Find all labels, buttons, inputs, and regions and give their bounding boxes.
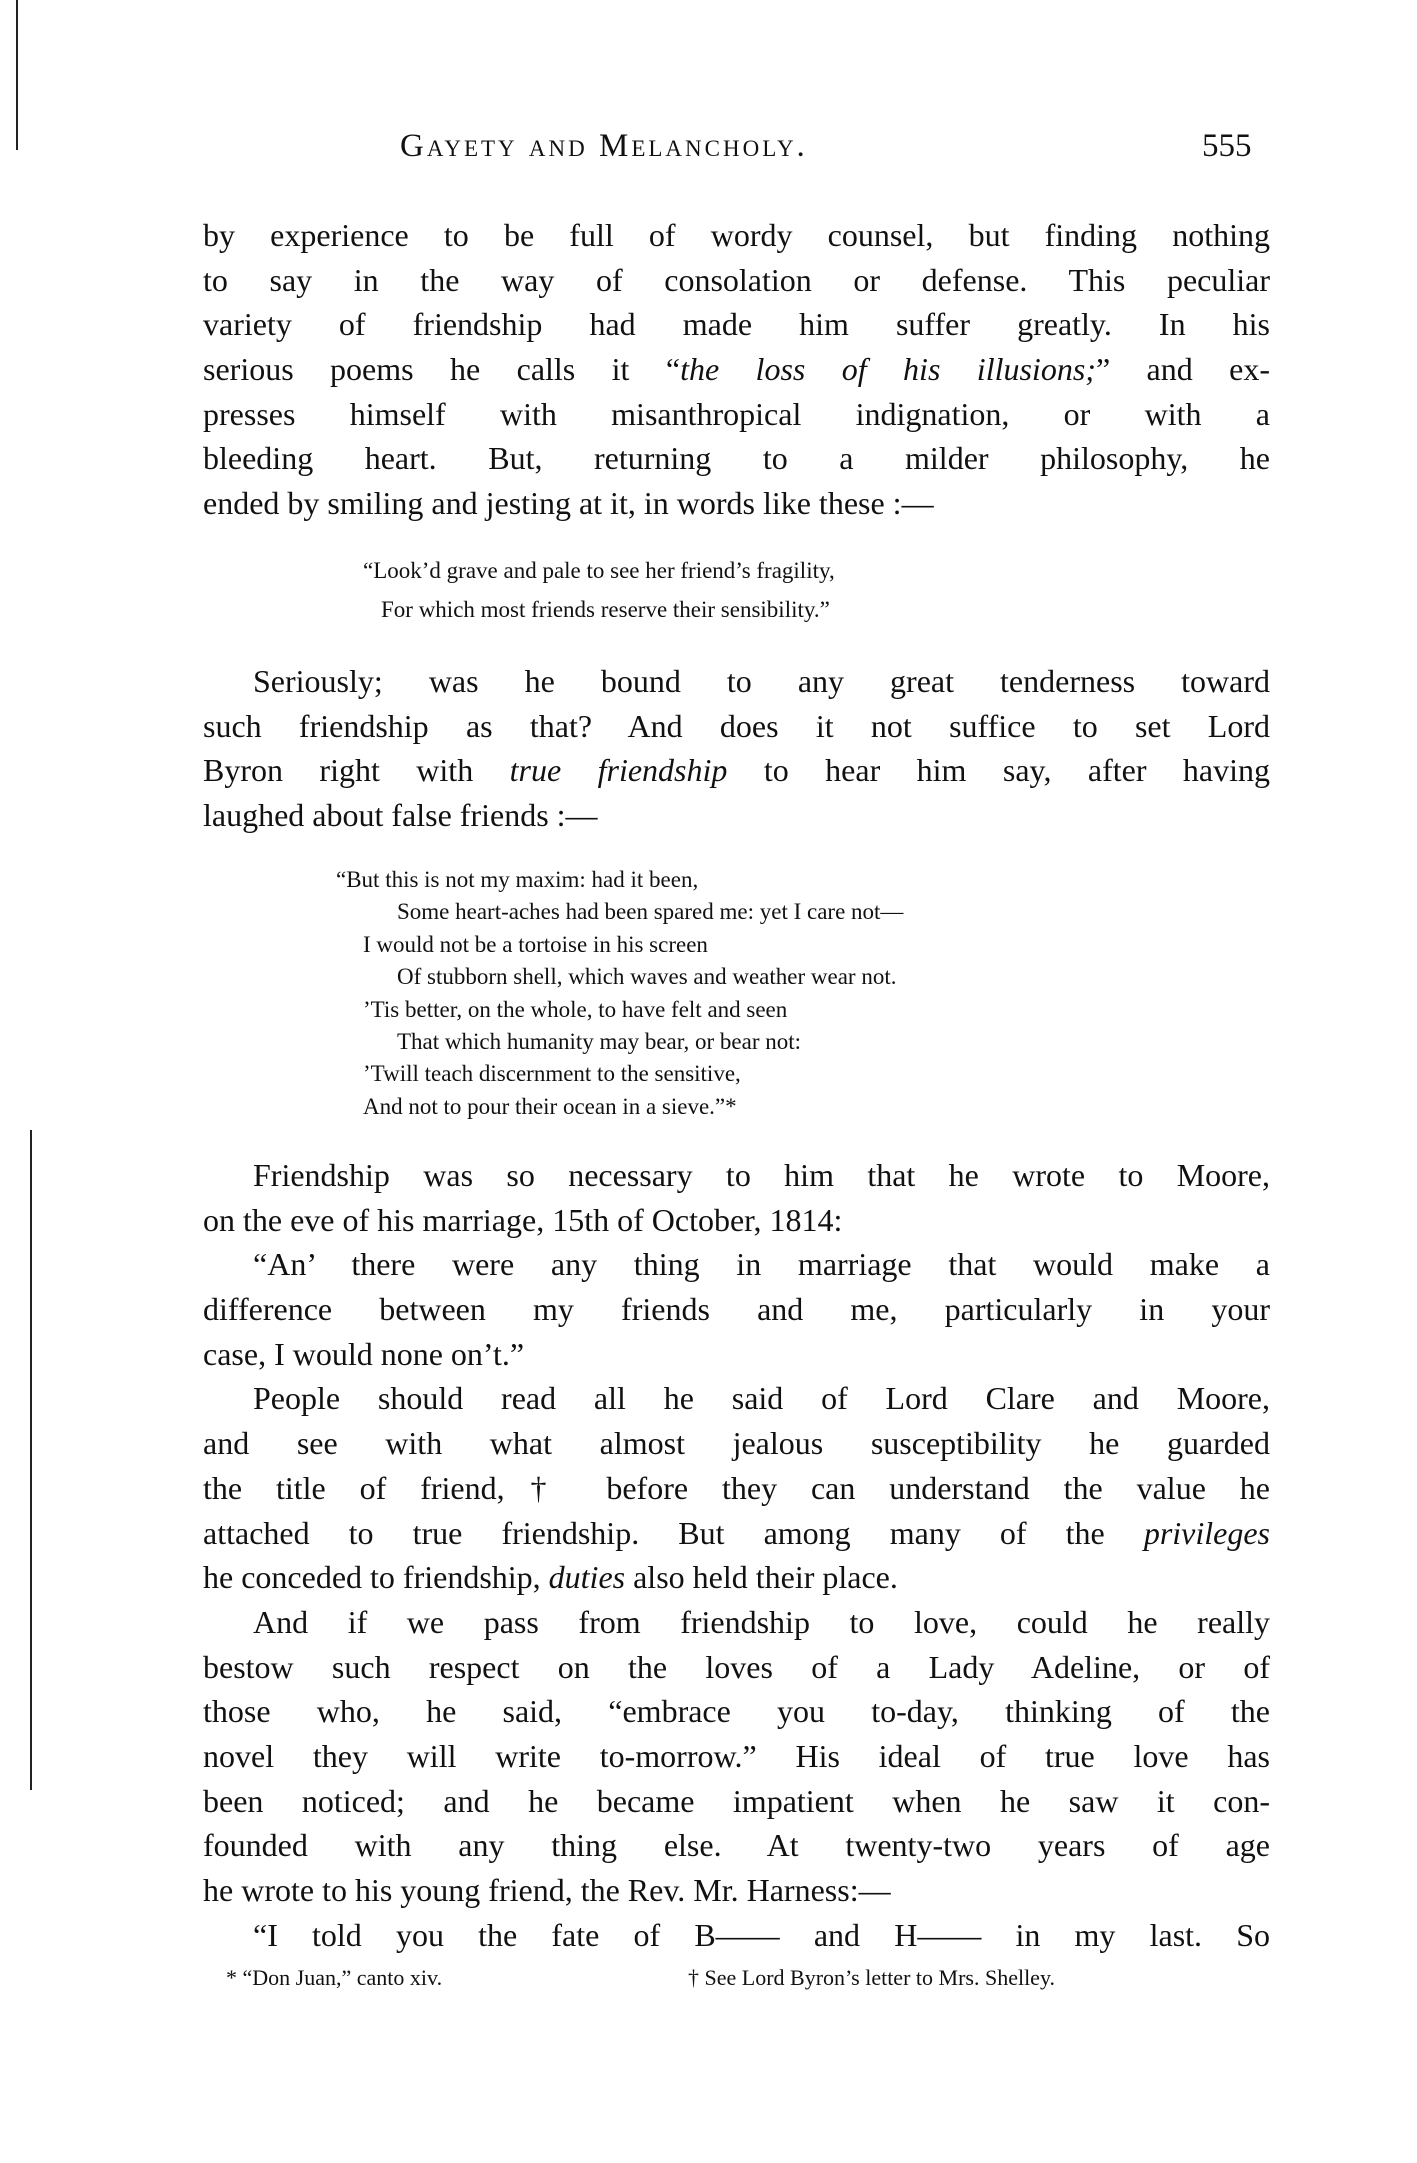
text-segment: “An’ there were any thing in marriage that would make a <box>253 1246 1270 1283</box>
italic-text: the loss of his illusions; <box>680 351 1096 388</box>
text-segment: case, I would none on’t.” <box>203 1335 525 1372</box>
text-segment: on the eve of his marriage, 15th of October, 1814: <box>203 1201 843 1238</box>
text-segment: attached to true friendship. But among many of the <box>203 1514 1144 1551</box>
text-line <box>336 929 1236 961</box>
text-segment: he wrote to his young friend, the Rev. Mr. Harness:— <box>203 1872 891 1908</box>
text-segment: “But this is not my maxim: had it been, <box>336 867 699 892</box>
text-line <box>203 302 1270 347</box>
text-segment: by experience to be full of wordy counsel, but finding nothing <box>203 217 1270 253</box>
italic-text: duties <box>548 1559 626 1596</box>
text-segment: Friendship was so necessary to him that he wrote to Moore, <box>253 1157 1270 1193</box>
italic-text: true friendship <box>509 752 728 789</box>
text-segment: founded with any thing else. At twenty-two years of age <box>203 1827 1270 1864</box>
text-segment: And not to pour their ocean in a sieve.”* <box>363 1093 737 1119</box>
text-segment: Seriously; was he bound to any great tenderness toward <box>253 663 1270 699</box>
text-line <box>203 392 1270 437</box>
text-line <box>336 994 1236 1026</box>
text-segment: laughed about false friends :— <box>203 797 598 834</box>
footnote-dagger: † See Lord Byron’s letter to Mrs. Shelley. <box>688 1965 1056 1990</box>
text-line <box>203 1823 1270 1868</box>
text-segment: ’Twill teach discernment to the sensitive, <box>363 1061 741 1087</box>
text-segment: serious poems he calls it “ <box>203 351 681 388</box>
text-line <box>203 1645 1270 1690</box>
text-segment: novel they will write to-morrow.” His ideal of true love has <box>203 1737 1270 1774</box>
text-line <box>203 1421 1270 1466</box>
text-segment: Byron right with <box>203 752 510 789</box>
text-line <box>203 1555 1270 1600</box>
text-line <box>203 1779 1270 1824</box>
text-segment: the title of friend,† before they can understand the value he <box>203 1469 1270 1506</box>
text-line <box>203 1734 1270 1779</box>
text-segment: Of stubborn shell, which waves and weather wear not. <box>397 964 897 990</box>
scan-edge-mark <box>16 0 18 150</box>
text-segment: variety of friendship had made him suffer greatly. In his <box>203 306 1270 343</box>
paragraph <box>203 213 1270 526</box>
text-segment: such friendship as that? And does it not suffice to set Lord <box>203 707 1270 744</box>
verse-quote <box>336 864 1236 1123</box>
text-line <box>336 1026 1236 1058</box>
text-line <box>203 347 1270 392</box>
text-line <box>203 748 1270 793</box>
page-number: 555 <box>1202 128 1252 164</box>
text-segment: presses himself with misanthropical indignation, or with a <box>203 395 1270 432</box>
text-line <box>336 864 1236 896</box>
text-line <box>203 704 1270 749</box>
text-segment: also held their place. <box>625 1559 898 1596</box>
text-line <box>363 590 1163 629</box>
text-segment: and see with what almost jealous susceptibility he guarded <box>203 1425 1270 1462</box>
text-segment: ended by smiling and jesting at it, in words like these :— <box>203 485 934 522</box>
text-segment: bleeding heart. But, returning to a milder philosophy, he <box>203 440 1270 477</box>
text-segment: Some heart-aches had been spared me: yet I care not— <box>397 899 904 925</box>
text-line <box>203 1287 1270 1332</box>
text-line <box>363 551 1163 590</box>
text-segment: to hear him say, after having <box>727 752 1271 789</box>
text-line <box>203 213 1270 258</box>
text-line <box>203 1242 1270 1287</box>
text-line <box>203 1913 1270 1958</box>
paragraph <box>203 1153 1270 1957</box>
italic-text: privileges <box>1143 1514 1270 1551</box>
text-line <box>203 1511 1270 1556</box>
text-segment: those who, he said, “embrace you to-day, thinking of the <box>203 1693 1270 1730</box>
running-title: Gayety and Melancholy. <box>400 128 808 164</box>
text-line <box>203 258 1270 303</box>
text-line <box>203 481 1270 526</box>
text-segment: ’Tis better, on the whole, to have felt and seen <box>363 996 788 1022</box>
text-segment: bestow such respect on the loves of a Lady Adeline, or of <box>203 1648 1270 1685</box>
text-line <box>336 1091 1236 1123</box>
text-line <box>336 896 1236 928</box>
text-segment: “Look’d grave and pale to see her friend’s fragility, <box>363 558 835 583</box>
text-line <box>203 1332 1270 1377</box>
scan-edge-mark <box>30 1130 32 1790</box>
text-line <box>203 1198 1270 1243</box>
text-line <box>336 961 1236 993</box>
text-line <box>203 793 1270 838</box>
text-line <box>203 1868 1270 1913</box>
text-segment: For which most friends reserve their sensibility.” <box>381 597 830 622</box>
text-line <box>203 1689 1270 1734</box>
text-segment: difference between my friends and me, particularly in your <box>203 1291 1270 1328</box>
text-segment: ” and ex- <box>1095 351 1271 388</box>
text-segment: been noticed; and he became impatient when he saw it con- <box>203 1782 1270 1819</box>
paragraph <box>203 659 1270 838</box>
text-line <box>203 1376 1270 1421</box>
text-line <box>203 1466 1270 1511</box>
text-segment: “I told you the fate of B—— and H—— in my last. So <box>253 1916 1270 1953</box>
text-line <box>203 659 1270 704</box>
text-segment: That which humanity may bear, or bear not: <box>397 1028 802 1054</box>
text-line <box>203 1600 1270 1645</box>
text-segment: to say in the way of consolation or defense. This peculiar <box>203 261 1270 298</box>
text-line <box>203 436 1270 481</box>
text-line <box>336 1058 1236 1090</box>
text-segment: I would not be a tortoise in his screen <box>363 931 708 957</box>
text-line <box>203 1153 1270 1198</box>
footnote-star: * “Don Juan,” canto xiv. <box>226 1965 443 1990</box>
text-segment: he conceded to friendship, <box>203 1559 549 1596</box>
text-segment: People should read all he said of Lord Clare and Moore, <box>253 1380 1270 1417</box>
verse-quote <box>363 551 1163 629</box>
text-segment: And if we pass from friendship to love, could he really <box>253 1603 1270 1640</box>
